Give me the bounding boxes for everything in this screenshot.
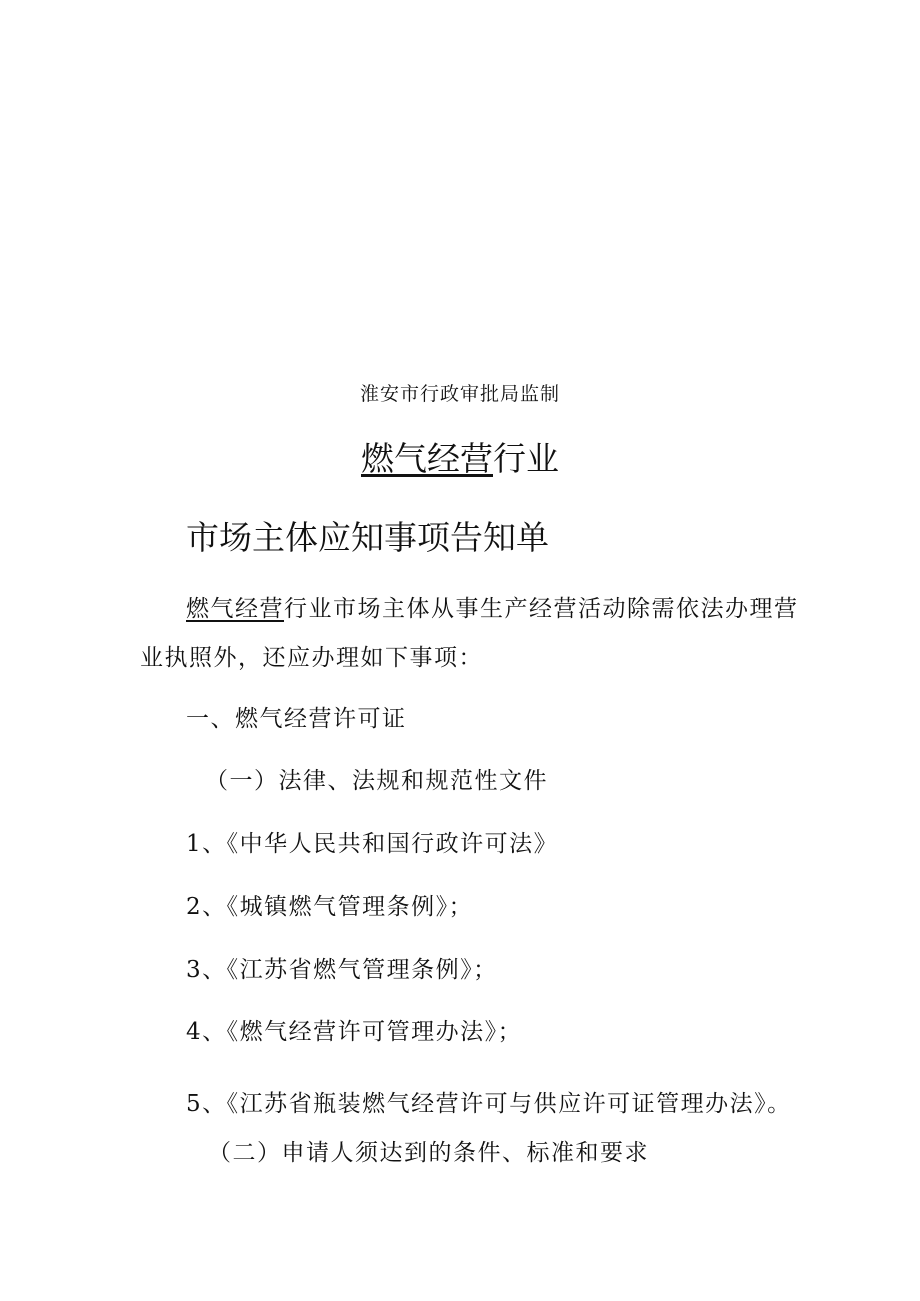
document-title [0,439,920,478]
list-item: 3、《江苏省燃气管理条例》； [186,957,498,983]
list-item: 5、《江苏省瓶装燃气经营许可与供应许可证管理办法》。 [186,1091,792,1117]
intro-rest: 行业市场主体从事生产经营活动除需依法办理营 [284,596,799,622]
list-item: 1、《中华人民共和国行政许可法》 [186,831,559,857]
list-item: 4、《燃气经营许可管理办法》； [186,1019,523,1045]
document-subtitle: 市场主体应知事项告知单 [186,518,549,557]
supervisor-line: 淮安市行政审批局监制 [359,383,560,405]
intro-paragraph-line-2: 业执照外，还应办理如下事项： [140,645,483,671]
subsection-heading-2: （二）申请人须达到的条件、标准和要求 [208,1140,649,1166]
subsection-heading-1: （一）法律、法规和规范性文件 [205,768,548,794]
intro-underlined-term: 燃气经营 [186,596,284,622]
intro-paragraph-line-1 [186,598,799,621]
title-underlined-term: 燃气经营 [361,439,493,478]
section-heading-1: 一、燃气经营许可证 [186,706,407,732]
title-rest: 行业 [493,439,559,478]
list-item: 2、《城镇燃气管理条例》； [186,894,474,920]
